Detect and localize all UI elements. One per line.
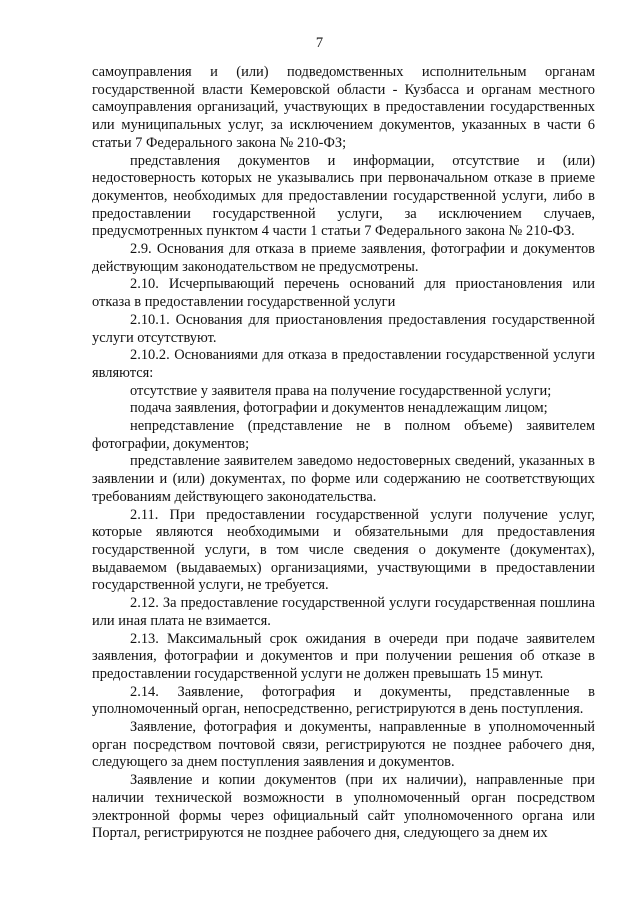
paragraph-2-10-2: 2.10.2. Основаниями для отказа в предоставлении государственной услуги являются: bbox=[92, 347, 595, 381]
paragraph: представления документов и информации, отсутствие и (или) недостоверность которых не указывались при первоначальном отказе в приеме документов, необходимых для предоставлении государственной услуги, либо в предоставлении государственной услуги, за исключением случаев, предусмотренных пунктом 4 части 1 статьи 7 Федерального закона № 210-ФЗ. bbox=[92, 152, 595, 240]
document-body bbox=[92, 64, 595, 843]
paragraph-2-10-1: 2.10.1. Основания для приостановления предоставления государственной услуги отсутствуют. bbox=[92, 311, 595, 346]
page-number: 7 bbox=[315, 35, 324, 51]
paragraph: самоуправления и (или) подведомственных исполнительным органам государственной власти Кемеровской области - Кузбасса и органам местного самоуправления организаций, участвующих в предоставлении государственных или муниципальных услуг, за исключением документов, указанных в части 6 статьи 7 Федерального закона № 210-ФЗ; bbox=[92, 64, 595, 151]
list-item: отсутствие у заявителя права на получение государственной услуги; bbox=[130, 382, 552, 399]
paragraph-2-13: 2.13. Максимальный срок ожидания в очереди при подаче заявителем заявления, фотографии и документов и при получении решения об отказе в предоставлении государственной услуги не должен превышать 15 минут. bbox=[92, 630, 595, 682]
paragraph-2-14: 2.14. Заявление, фотография и документы, представленные в уполномоченный орган, непосредственно, регистрируются в день поступления. bbox=[92, 683, 595, 718]
paragraph-2-10: 2.10. Исчерпывающий перечень оснований для приостановления или отказа в предоставлении государственной услуги bbox=[92, 276, 595, 311]
list-item: подача заявления, фотографии и документов ненадлежащим лицом; bbox=[130, 400, 548, 417]
paragraph: Заявление и копии документов (при их наличии), направленные при наличии технической возможности в уполномоченный орган посредством электронной формы через официальный сайт уполномоченного органа или Портал, регистрируются не позднее рабочего дня, следующего за днем их bbox=[92, 772, 595, 842]
paragraph: Заявление, фотография и документы, направленные в уполномоченный орган посредством почтовой связи, регистрируются не позднее рабочего дня, следующего за днем поступления заявления и документов. bbox=[92, 719, 595, 771]
list-item: представление заявителем заведомо недостоверных сведений, указанных в заявлении и (или) документах, по форме или содержанию не соответствующих требованиям действующего законодательства. bbox=[92, 453, 595, 505]
paragraph-2-11: 2.11. При предоставлении государственной услуги получение услуг, которые являются необходимыми и обязательными для предоставления государственной услуги, в том числе сведения о документе (документах), выдаваемом (выдаваемых) организациями, участвующими в предоставлении государственной услуги, не требуется. bbox=[92, 506, 595, 594]
list-item: непредставление (представление не в полном объеме) заявителем фотографии, документов; bbox=[92, 418, 595, 452]
paragraph-2-9: 2.9. Основания для отказа в приеме заявления, фотографии и документов действующим законодательством не предусмотрены. bbox=[92, 241, 595, 275]
paragraph-2-12: 2.12. За предоставление государственной услуги государственная пошлина или иная плата не взимается. bbox=[92, 595, 595, 629]
